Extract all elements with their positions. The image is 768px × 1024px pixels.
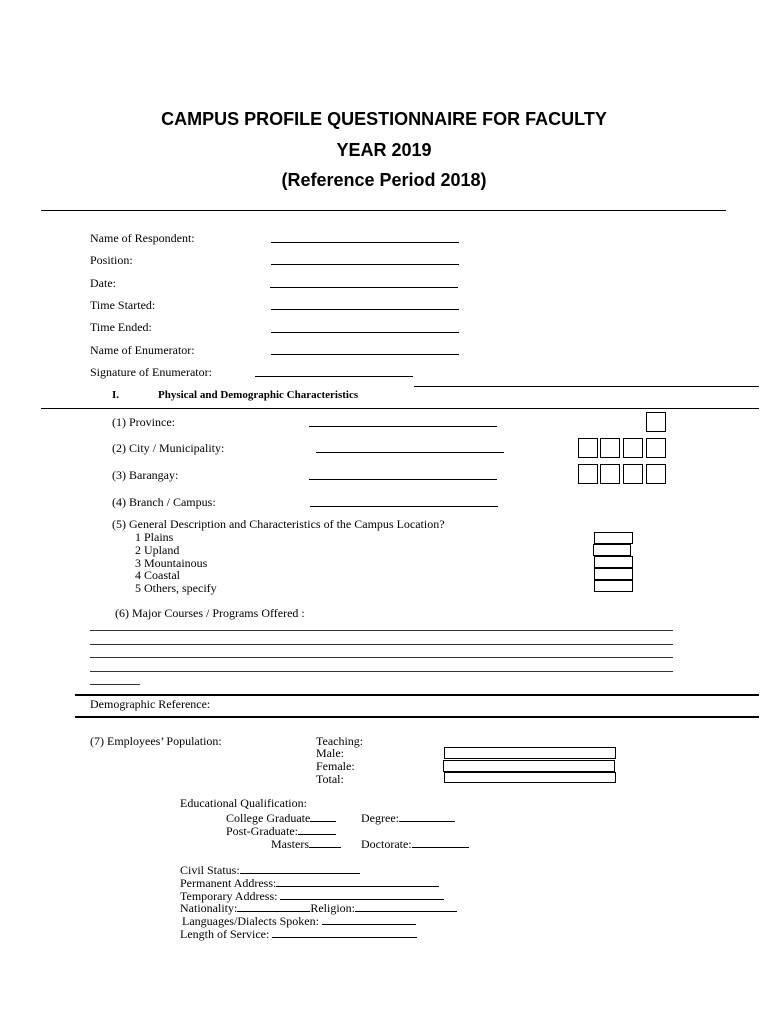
option-others: 5 Others, specify bbox=[135, 581, 217, 595]
city-label: (2) City / Municipality: bbox=[112, 441, 225, 455]
enumerator-name-field[interactable] bbox=[271, 354, 459, 355]
province-field[interactable] bbox=[309, 426, 497, 427]
female-label: Female: bbox=[316, 759, 355, 773]
languages-label: Languages/Dialects Spoken: bbox=[182, 914, 319, 928]
date-label: Date: bbox=[90, 276, 116, 290]
position-label: Position: bbox=[90, 253, 133, 267]
languages-field[interactable] bbox=[322, 913, 416, 925]
city-code-box[interactable] bbox=[646, 438, 666, 458]
barangay-code-box[interactable] bbox=[578, 464, 598, 484]
degree-label: Degree: bbox=[361, 811, 399, 825]
q5-label: (5) General Description and Characteristics of the Campus Location? bbox=[112, 517, 445, 531]
q6-label: (6) Major Courses / Programs Offered : bbox=[115, 606, 305, 620]
branch-field[interactable] bbox=[310, 506, 498, 507]
religion-label: Religion: bbox=[310, 901, 355, 915]
city-code-box[interactable] bbox=[600, 438, 620, 458]
section-divider-bottom bbox=[41, 408, 759, 409]
demographic-divider-bottom bbox=[75, 716, 759, 718]
enumerator-name-label: Name of Enumerator: bbox=[90, 343, 195, 357]
masters-row bbox=[271, 836, 341, 851]
barangay-code-box[interactable] bbox=[646, 464, 666, 484]
post-graduate-field[interactable] bbox=[298, 823, 336, 835]
masters-field[interactable] bbox=[309, 836, 341, 848]
option-mountainous: 3 Mountainous bbox=[135, 556, 208, 570]
signature-label: Signature of Enumerator: bbox=[90, 365, 212, 379]
college-graduate-label: College Graduate bbox=[226, 811, 311, 825]
location-type-box[interactable] bbox=[593, 544, 631, 556]
total-count-box[interactable] bbox=[444, 772, 616, 783]
male-count-box[interactable] bbox=[444, 747, 616, 759]
respondent-name-field[interactable] bbox=[271, 242, 459, 243]
header-divider bbox=[41, 210, 726, 211]
nationality-field[interactable] bbox=[237, 900, 310, 912]
time-started-field[interactable] bbox=[271, 309, 459, 310]
female-count-box[interactable] bbox=[443, 760, 615, 772]
barangay-label: (3) Barangay: bbox=[112, 468, 179, 482]
city-code-box[interactable] bbox=[578, 438, 598, 458]
position-field[interactable] bbox=[271, 264, 459, 265]
province-label: (1) Province: bbox=[112, 415, 175, 429]
education-label: Educational Qualification: bbox=[180, 796, 307, 810]
temporary-address-field[interactable] bbox=[280, 888, 444, 900]
permanent-address-field[interactable] bbox=[276, 875, 439, 887]
demographic-label: Demographic Reference: bbox=[90, 697, 211, 711]
barangay-code-box[interactable] bbox=[600, 464, 620, 484]
city-code-box[interactable] bbox=[623, 438, 643, 458]
masters-label: Masters bbox=[271, 837, 309, 851]
civil-status-field[interactable] bbox=[240, 862, 360, 874]
barangay-field[interactable] bbox=[309, 479, 497, 480]
section-number: I. bbox=[112, 389, 120, 401]
teaching-label: Teaching: bbox=[316, 734, 364, 748]
location-type-box[interactable] bbox=[594, 532, 633, 544]
doctorate-field[interactable] bbox=[412, 836, 469, 848]
male-label: Male: bbox=[316, 746, 344, 760]
location-type-box[interactable] bbox=[594, 580, 633, 592]
doctorate-label: Doctorate: bbox=[361, 837, 412, 851]
time-started-label: Time Started: bbox=[90, 298, 156, 312]
nationality-label: Nationality: bbox=[180, 901, 238, 915]
length-of-service-row bbox=[180, 926, 417, 941]
signature-field[interactable] bbox=[255, 376, 413, 377]
form-year: YEAR 2019 bbox=[336, 140, 432, 160]
respondent-name-label: Name of Respondent: bbox=[90, 231, 195, 245]
option-plains: 1 Plains bbox=[135, 530, 174, 544]
section-divider-top bbox=[414, 386, 759, 387]
option-coastal: 4 Coastal bbox=[135, 568, 180, 582]
option-upland: 2 Upland bbox=[135, 543, 180, 557]
location-type-box[interactable] bbox=[594, 556, 633, 568]
section-title: Physical and Demographic Characteristics bbox=[158, 389, 359, 401]
post-graduate-label: Post-Graduate: bbox=[226, 824, 298, 838]
temporary-address-label: Temporary Address: bbox=[180, 889, 278, 903]
province-code-box[interactable] bbox=[646, 412, 666, 432]
degree-field[interactable] bbox=[399, 810, 455, 822]
time-ended-label: Time Ended: bbox=[90, 320, 152, 334]
doctorate-row bbox=[361, 836, 469, 851]
college-graduate-field[interactable] bbox=[310, 810, 336, 822]
religion-field[interactable] bbox=[355, 900, 457, 912]
form-reference-period: (Reference Period 2018) bbox=[281, 170, 487, 190]
demographic-divider-top bbox=[75, 694, 759, 696]
location-type-box[interactable] bbox=[594, 568, 633, 580]
total-label: Total: bbox=[316, 772, 344, 786]
branch-label: (4) Branch / Campus: bbox=[112, 495, 216, 509]
permanent-address-label: Permanent Address: bbox=[180, 876, 277, 890]
q7-label: (7) Employees’ Population: bbox=[90, 734, 222, 748]
length-of-service-label: Length of Service: bbox=[180, 927, 270, 941]
form-title: CAMPUS PROFILE QUESTIONNAIRE FOR FACULTY bbox=[161, 109, 607, 129]
degree-row bbox=[361, 810, 455, 825]
barangay-code-box[interactable] bbox=[623, 464, 643, 484]
date-field[interactable] bbox=[270, 287, 458, 288]
time-ended-field[interactable] bbox=[271, 332, 459, 333]
length-of-service-field[interactable] bbox=[272, 926, 417, 938]
city-field[interactable] bbox=[316, 452, 504, 453]
civil-status-label: Civil Status: bbox=[180, 863, 240, 877]
